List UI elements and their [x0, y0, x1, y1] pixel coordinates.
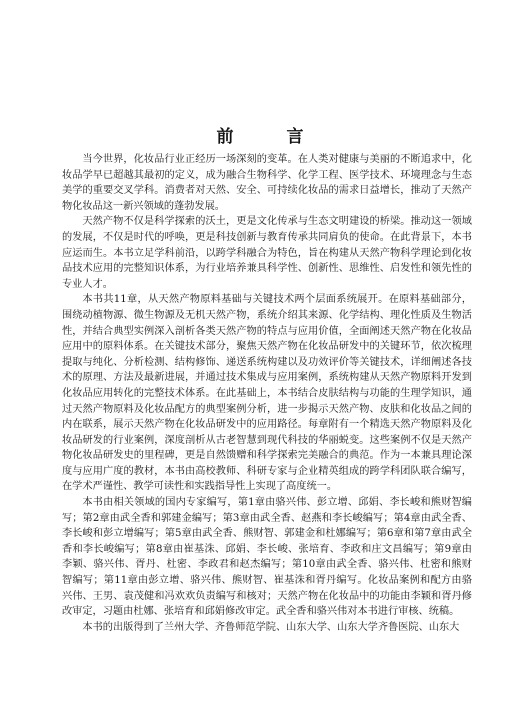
preface-body: [62, 152, 472, 635]
page-title: 前 言: [216, 127, 322, 147]
paragraph-background: 天然产物不仅是科学探索的沃土，更是文化传承与生态文明建设的桥梁。推动这一领域的发展，不仅是时代的呼唤，更是科技创新与教育传承共同肩负的使命。在此背景下，本书应运而生。本书立足学科前沿，以跨学科融合为特色，旨在构建从天然产物科学理论到化妆品技术应用的完整知识体系，为行业培养兼具科学性、创新性、思维性、启发性和领先性的专业人才。: [62, 216, 472, 290]
paragraph-authors: 本书由相关领域的国内专家编写，第1章由骆兴伟、彭立增、邱娟、李长峻和熊财智编写；第2章由武全香和郭建金编写；第3章由武全香、赵燕和李长峻编写；第4章由武全香、李长峻和彭立增编写；第5章由武全香、熊财智、郭建金和杜娜编写；第6章和第7章由武全香和李长峻编写；第8章由崔基洙、邱娟、李长峻、张培育、李政和庄文昌编写；第9章由李颖、骆兴伟、胥丹、杜密、李政君和赵杰编写；第10章由武全香、骆兴伟、杜密和熊财智编写；第11章由彭立增、骆兴伟、熊财智、崔基洙和胥丹编写。化妆品案例和配方由骆兴伟、王男、袁茂健和冯欢欢负责编写和核对；天然产物在化妆品中的功能由李颖和胥丹修改审定，习题由杜娜、张培育和邱娟修改审定。武全香和骆兴伟对本书进行审核、统稿。: [62, 497, 472, 618]
paragraph-structure: 本书共11章，从天然产物原料基础与关键技术两个层面系统展开。在原料基础部分，围绕动植物源、微生物源及无机天然产物，系统介绍其来源、化学结构、理化性质及生物活性，并结合典型实例深入剖析各类天然产物的特点与应用价值，全面阐述天然产物在化妆品应用中的原料体系。在关键技术部分，聚焦天然产物在化妆品研发中的关键环节，依次梳理提取与纯化、分析检测、结构修饰、递送系统构建以及功效评价等关键技术，详细阐述各技术的原理、方法及最新进展，并通过技术集成与应用案例，系统构建从天然产物原料开发到化妆品应用转化的完整技术体系。在此基础上，本书结合皮肤结构与功能的生理学知识，通过天然产物原料及化妆品配方的典型案例分析，进一步揭示天然产物、皮肤和化妆品之间的内在联系，展示天然产物在化妆品研发中的应用路径。每章附有一个精选天然产物原料及化妆品研发的行业案例，深度剖析从古老智慧到现代科技的华丽蜕变。这些案例不仅是天然产物化妆品研发史的里程碑，更是自然馈赠和科学探索完美融合的典范。作为一本兼具理论深度与应用广度的教材，本书由高校教师、科研专家与企业精英组成的跨学科团队联合编写，在学术严谨性、教学可读性和实践指导性上实现了高度统一。: [62, 294, 472, 493]
paragraph-intro: 当今世界，化妆品行业正经历一场深刻的变革。在人类对健康与美丽的不断追求中，化妆品学早已超越其最初的定义，成为融合生物科学、化学工程、医学技术、环境理念与生态美学的重要交叉学科。消费者对天然、安全、可持续化妆品的需求日益增长，推动了天然产物化妆品这一新兴领域的蓬勃发展。: [62, 154, 472, 212]
paragraph-acknowledgements: 本书的出版得到了兰州大学、齐鲁师范学院、山东大学、山东大学齐鲁医院、山东大: [82, 621, 460, 633]
